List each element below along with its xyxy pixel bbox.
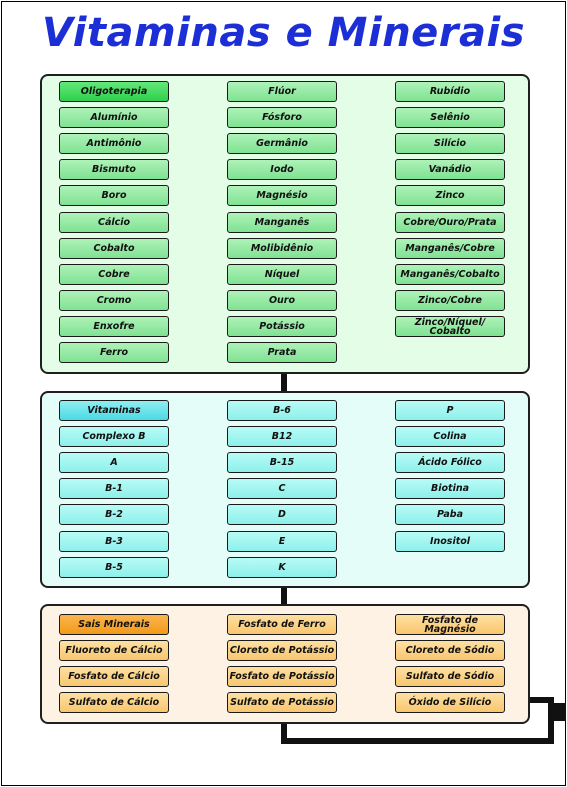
oligo-item[interactable]: Silício [395, 133, 505, 154]
oligo-item[interactable]: Molibidênio [227, 238, 337, 259]
sal-mineral-item[interactable]: Fosfato de Cálcio [59, 666, 169, 687]
vitamina-item[interactable]: K [227, 557, 337, 578]
oligo-item[interactable]: Rubídio [395, 81, 505, 102]
oligo-item[interactable]: Iodo [227, 159, 337, 180]
page-title: Vitaminas e Minerais [41, 10, 526, 56]
oligo-item[interactable]: Vanádio [395, 159, 505, 180]
oligo-item[interactable]: Cálcio [59, 212, 169, 233]
oligo-item[interactable]: Potássio [227, 316, 337, 337]
vitamina-item[interactable]: B12 [227, 426, 337, 447]
oligo-item[interactable]: Ferro [59, 342, 169, 363]
oligo-item[interactable]: Manganês [227, 212, 337, 233]
oligo-item[interactable]: Cobre/Ouro/Prata [395, 212, 505, 233]
oligo-item[interactable]: Antimônio [59, 133, 169, 154]
vitamina-item[interactable]: Biotina [395, 478, 505, 499]
oligo-item[interactable]: Fósforo [227, 107, 337, 128]
sal-mineral-item[interactable]: Óxido de Silício [395, 692, 505, 713]
sal-mineral-item[interactable]: Sulfato de Cálcio [59, 692, 169, 713]
sal-mineral-item[interactable]: Sulfato de Sódio [395, 666, 505, 687]
vitamina-item[interactable]: Colina [395, 426, 505, 447]
oligo-item[interactable]: Níquel [227, 264, 337, 285]
vitamina-item[interactable]: B-2 [59, 504, 169, 525]
vitaminas-header-button[interactable]: Vitaminas [59, 400, 169, 421]
vitamina-item[interactable]: B-1 [59, 478, 169, 499]
oligo-item[interactable]: Bismuto [59, 159, 169, 180]
vitamina-item[interactable]: B-15 [227, 452, 337, 473]
oligo-item[interactable]: Manganês/Cobre [395, 238, 505, 259]
vitamina-item[interactable]: Complexo B [59, 426, 169, 447]
oligo-item[interactable]: Cromo [59, 290, 169, 311]
vitamina-item[interactable]: B-5 [59, 557, 169, 578]
vitamina-item[interactable]: D [227, 504, 337, 525]
sal-mineral-item[interactable]: Sulfato de Potássio [227, 692, 337, 713]
oligo-item[interactable]: Zinco/Níquel/ Cobalto [395, 316, 505, 337]
oligo-item[interactable]: Manganês/Cobalto [395, 264, 505, 285]
vitamina-item[interactable]: A [59, 452, 169, 473]
vitamina-item[interactable]: Ácido Fólico [395, 452, 505, 473]
vitamina-item[interactable]: E [227, 531, 337, 552]
oligo-item[interactable]: Ouro [227, 290, 337, 311]
oligo-item[interactable]: Germânio [227, 133, 337, 154]
vitamina-item[interactable]: Inositol [395, 531, 505, 552]
oligo-item[interactable]: Enxofre [59, 316, 169, 337]
connector-bottom-line [281, 738, 554, 744]
sal-mineral-item[interactable]: Cloreto de Sódio [395, 640, 505, 661]
oligo-item[interactable]: Selênio [395, 107, 505, 128]
connector-sais-right [527, 697, 554, 703]
vitamina-item[interactable]: B-6 [227, 400, 337, 421]
connector-vitaminas-sais [281, 586, 287, 604]
sais-header-button[interactable]: Sais Minerais [59, 614, 169, 635]
oligo-item[interactable]: Alumínio [59, 107, 169, 128]
sal-mineral-item[interactable]: Fluoreto de Cálcio [59, 640, 169, 661]
vitamina-item[interactable]: C [227, 478, 337, 499]
oligo-header-button[interactable]: Oligoterapia [59, 81, 169, 102]
connector-right-stub [548, 703, 566, 721]
oligo-item[interactable]: Flúor [227, 81, 337, 102]
oligo-item[interactable]: Prata [227, 342, 337, 363]
connector-oligo-vitaminas [281, 372, 287, 391]
sal-mineral-item[interactable]: Fosfato de Magnésio [395, 614, 505, 635]
vitamina-item[interactable]: B-3 [59, 531, 169, 552]
sal-mineral-item[interactable]: Fosfato de Ferro [227, 614, 337, 635]
oligo-item[interactable]: Cobre [59, 264, 169, 285]
sal-mineral-item[interactable]: Cloreto de Potássio [227, 640, 337, 661]
sal-mineral-item[interactable]: Fosfato de Potássio [227, 666, 337, 687]
vitamina-item[interactable]: P [395, 400, 505, 421]
oligo-item[interactable]: Boro [59, 185, 169, 206]
oligo-item[interactable]: Zinco/Cobre [395, 290, 505, 311]
oligo-item[interactable]: Cobalto [59, 238, 169, 259]
oligo-item[interactable]: Magnésio [227, 185, 337, 206]
oligo-item[interactable]: Zinco [395, 185, 505, 206]
vitamina-item[interactable]: Paba [395, 504, 505, 525]
